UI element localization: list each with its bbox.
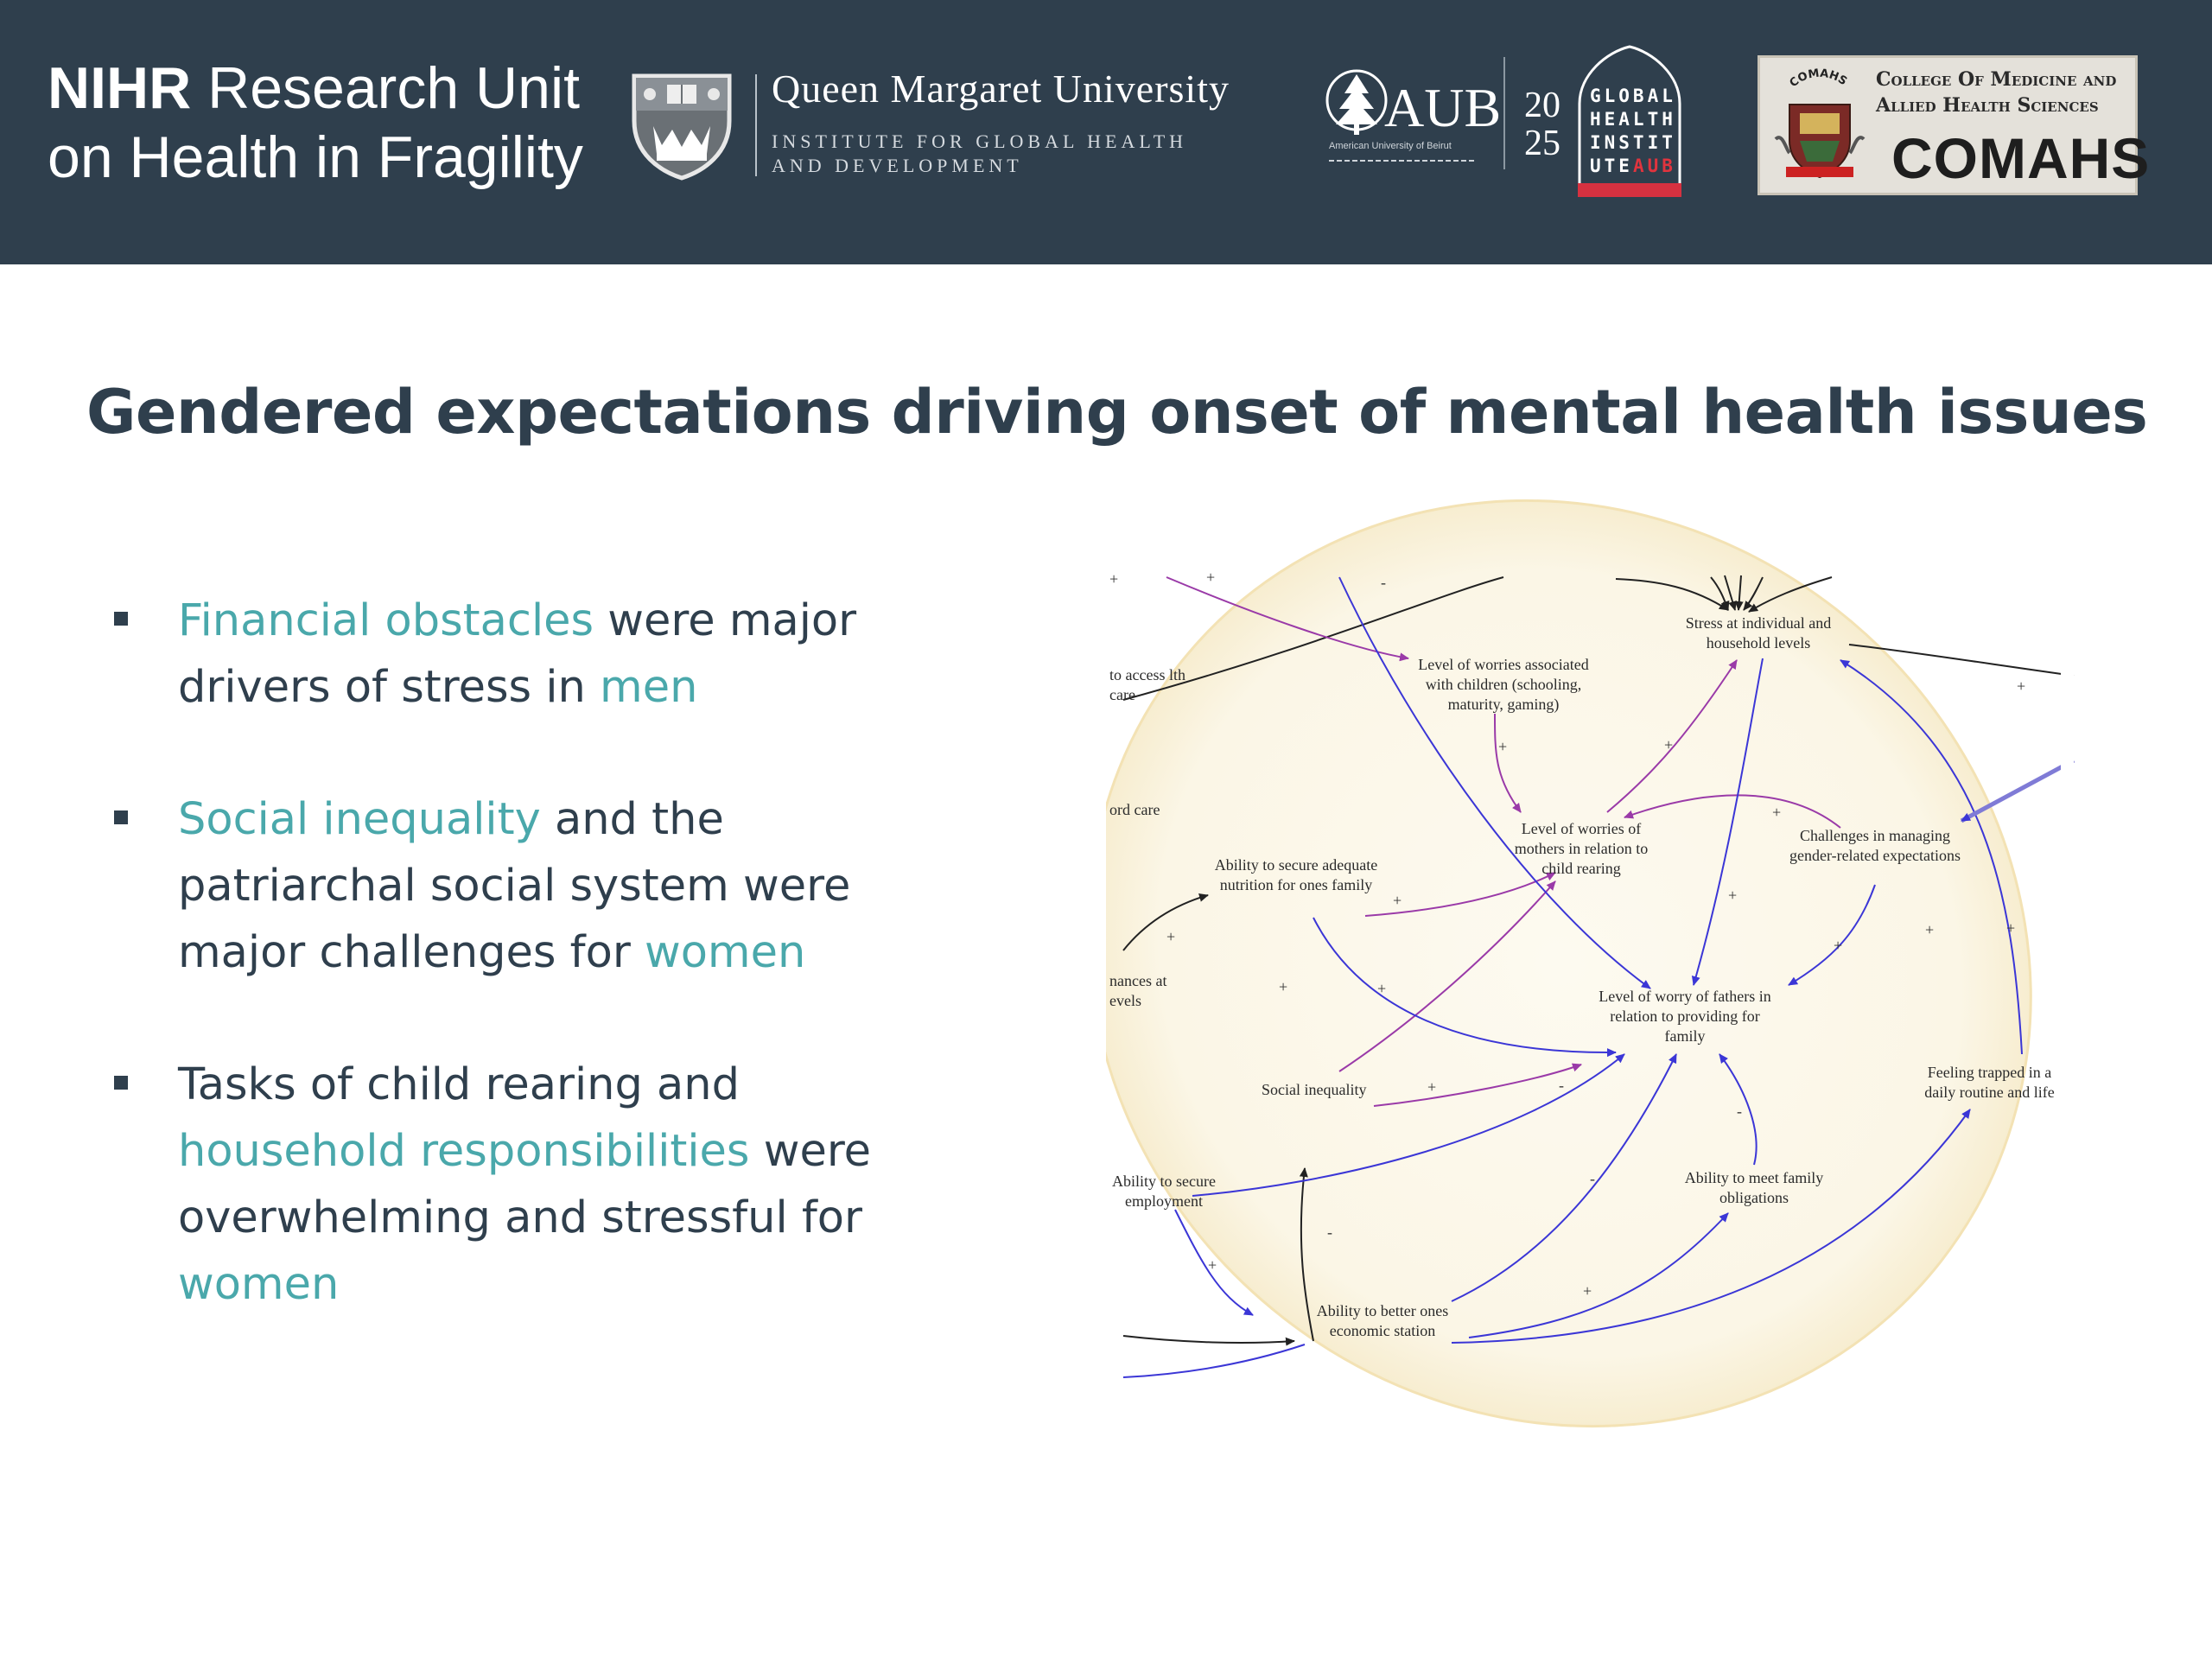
slide-title: Gendered expectations driving onset of mental health issues	[86, 377, 2148, 448]
bullet-item-tasks: Tasks of child rearing and household responsibilities were overwhelming and stressful for women	[109, 1052, 930, 1318]
causal-loop-diagram	[1054, 467, 2074, 1469]
svg-text:+: +	[1583, 1282, 1592, 1300]
comahs-line2: Allied Health Sciences	[1876, 94, 2099, 117]
svg-text:+: +	[1925, 921, 1935, 938]
ghi-red-bar	[1578, 183, 1681, 197]
node-stress: Stress at individual and household levels	[1685, 614, 1832, 652]
node-nutrition: Ability to secure adequate nutrition for ones family	[1214, 856, 1378, 893]
comahs-acronym: COMAHS	[1891, 126, 2151, 190]
aub-divider	[1503, 57, 1505, 169]
svg-text:+: +	[1377, 980, 1387, 997]
svg-text:+: +	[2017, 677, 2026, 695]
svg-text:+: +	[1834, 937, 1843, 954]
svg-text:-: -	[1590, 1170, 1595, 1187]
comahs-emblem-icon	[1769, 67, 1871, 184]
aub-logo-icon	[1320, 59, 1502, 171]
comahs-line1: College Of Medicine and	[1876, 68, 2117, 91]
svg-text:+: +	[1772, 804, 1782, 821]
node-access-care: to access lth care	[1109, 666, 1185, 703]
bullet-square-icon	[114, 612, 128, 626]
svg-text:-: -	[1559, 1077, 1564, 1094]
node-fathers: Level of worry of fathers in relation to providing for family	[1599, 988, 1771, 1045]
qmu-crest-icon	[627, 71, 736, 181]
bullet-item-social: Social inequality and the patriarchal social system were major challenges for women	[109, 786, 930, 986]
svg-text:+: +	[1664, 736, 1674, 753]
bullet-item-financial: Financial obstacles were major drivers of stress in men	[109, 588, 930, 721]
svg-text:COMAHS: COMAHS	[1787, 67, 1850, 91]
header-banner	[0, 0, 2212, 264]
node-trapped: Feeling trapped in a daily routine and life	[1924, 1064, 2055, 1101]
svg-text:American University of Beirut: American University of Beirut	[1329, 141, 1452, 151]
svg-text:+: +	[1166, 928, 1176, 945]
svg-text:+: +	[1206, 569, 1216, 586]
ghi-text: GLOBAL HEALTH INSTIT UTEAUB	[1590, 86, 1676, 176]
bullet-list	[109, 588, 930, 1318]
bullet-square-icon	[114, 1076, 128, 1090]
node-mothers: Level of worries of mothers in relation to child rearing	[1514, 820, 1649, 877]
node-worries-children: Level of worries associated with children (schooling, maturity, gaming)	[1418, 656, 1589, 713]
node-obligations: Ability to meet family obligations	[1684, 1169, 1824, 1206]
qmu-divider	[755, 74, 757, 176]
svg-text:-: -	[1381, 574, 1386, 591]
comahs-logo	[1758, 55, 2151, 195]
svg-text:-: -	[1327, 1224, 1332, 1241]
node-gender: Challenges in managing gender-related expectations	[1789, 827, 1961, 864]
node-ord-care: ord care	[1109, 801, 1160, 818]
svg-text:+: +	[1208, 1256, 1217, 1274]
svg-text:-: -	[1737, 1103, 1742, 1120]
svg-text:+: +	[1728, 887, 1738, 904]
qmu-name: Queen Margaret University	[772, 67, 1230, 111]
year-2025: 20 25	[1524, 86, 1560, 163]
qmu-subtitle: INSTITUTE FOR GLOBAL HEALTH AND DEVELOPMENT	[772, 130, 1188, 176]
svg-text:+: +	[2006, 919, 2016, 937]
node-employment: Ability to secure employment	[1112, 1173, 1216, 1210]
svg-text:+: +	[1498, 738, 1508, 755]
node-economic: Ability to better ones economic station	[1316, 1302, 1449, 1339]
svg-text:+: +	[1279, 978, 1288, 995]
svg-text:+: +	[1109, 570, 1119, 588]
svg-text:+: +	[1427, 1078, 1437, 1096]
svg-text:+: +	[1393, 892, 1402, 909]
bullet-square-icon	[114, 810, 128, 824]
node-finances: nances at evels	[1109, 972, 1167, 1009]
node-social: Social inequality	[1262, 1081, 1367, 1098]
nihr-logo: NIHR Research Unit on Health in Fragility	[48, 55, 583, 190]
diagram-canvas	[1054, 467, 2074, 1469]
aub-text: AUB	[1384, 77, 1502, 138]
